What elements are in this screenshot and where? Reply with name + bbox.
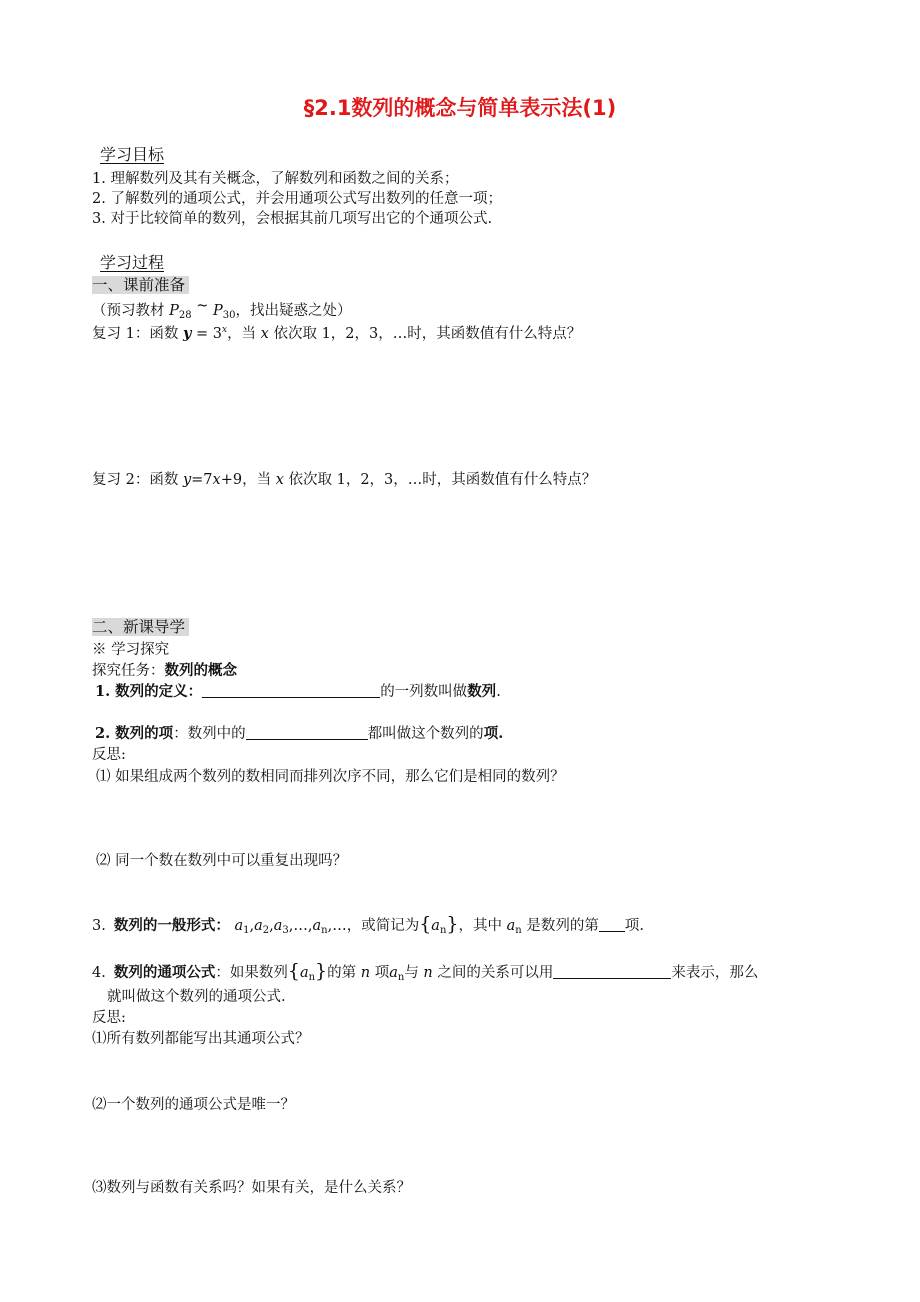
definition-line: 1. 数列的定义： 的一列数叫做数列. <box>95 683 501 700</box>
explore-mark: ※ 学习探究 <box>92 642 170 658</box>
formula-line: 4. 数列的通项公式：如果数列$\{a_n\}$的第 n 项$a_n$与 n 之间的关系可以用 来表示，那么 <box>92 960 759 983</box>
formula-blank[interactable] <box>553 964 671 979</box>
review-2: 复习 2：函数 y=7x+9，当 x 依次取 1，2，3，…时，其函数值有什么特点？ <box>92 472 597 488</box>
part1-heading: 一、课前准备 <box>92 275 189 296</box>
task-line: 探究任务：数列的概念 <box>92 662 237 679</box>
page-title: §2.1数列的概念与简单表示法(1) <box>303 96 617 120</box>
general-form-line: 3. 数列的一般形式： $a_1,a_2,a_3,\dots,a_n,\dots$，或简记为$\{a_n\}$，其中 $a_n$ 是数列的第 项. <box>92 913 644 936</box>
reflect2-label: 反思: <box>92 1010 126 1026</box>
process-heading: 学习过程 <box>100 253 165 272</box>
review-1: 复习 1：函数 $y = 3^x$，当 x 依次取 1，2，3，…时，其函数值有什么特点？ <box>92 325 582 342</box>
reflect1-q1: ⑴ 如果组成两个数列的数相同而排列次序不同，那么它们是相同的数列？ <box>96 769 565 785</box>
general-blank[interactable] <box>599 917 625 932</box>
definition-blank[interactable] <box>202 683 380 698</box>
term-line: 2. 数列的项：数列中的 都叫做这个数列的项. <box>95 725 504 742</box>
term-blank[interactable] <box>246 725 368 740</box>
goals-heading: 学习目标 <box>100 145 165 164</box>
reflect2-q1: ⑴所有数列都能写出其通项公式？ <box>92 1031 310 1047</box>
preview-note: （预习教材 $P_{28}$ ~ $P_{30}$，找出疑惑之处） <box>92 298 352 321</box>
reflect2-q3: ⑶数列与函数有关系吗？如果有关，是什么关系？ <box>92 1180 411 1196</box>
goal-item-3: 3. 对于比较简单的数列，会根据其前几项写出它的个通项公式. <box>92 211 493 227</box>
goal-item-2: 2. 了解数列的通项公式，并会用通项公式写出数列的任意一项； <box>92 191 502 207</box>
formula-line-2: 就叫做这个数列的通项公式. <box>107 989 286 1005</box>
goal-item-1: 1. 理解数列及其有关概念，了解数列和函数之间的关系； <box>92 171 459 187</box>
reflect1-label: 反思: <box>92 747 126 763</box>
reflect1-q2: ⑵ 同一个数在数列中可以重复出现吗？ <box>96 853 348 869</box>
reflect2-q2: ⑵一个数列的通项公式是唯一？ <box>92 1097 295 1113</box>
part2-heading: 二、新课导学 <box>92 617 189 638</box>
